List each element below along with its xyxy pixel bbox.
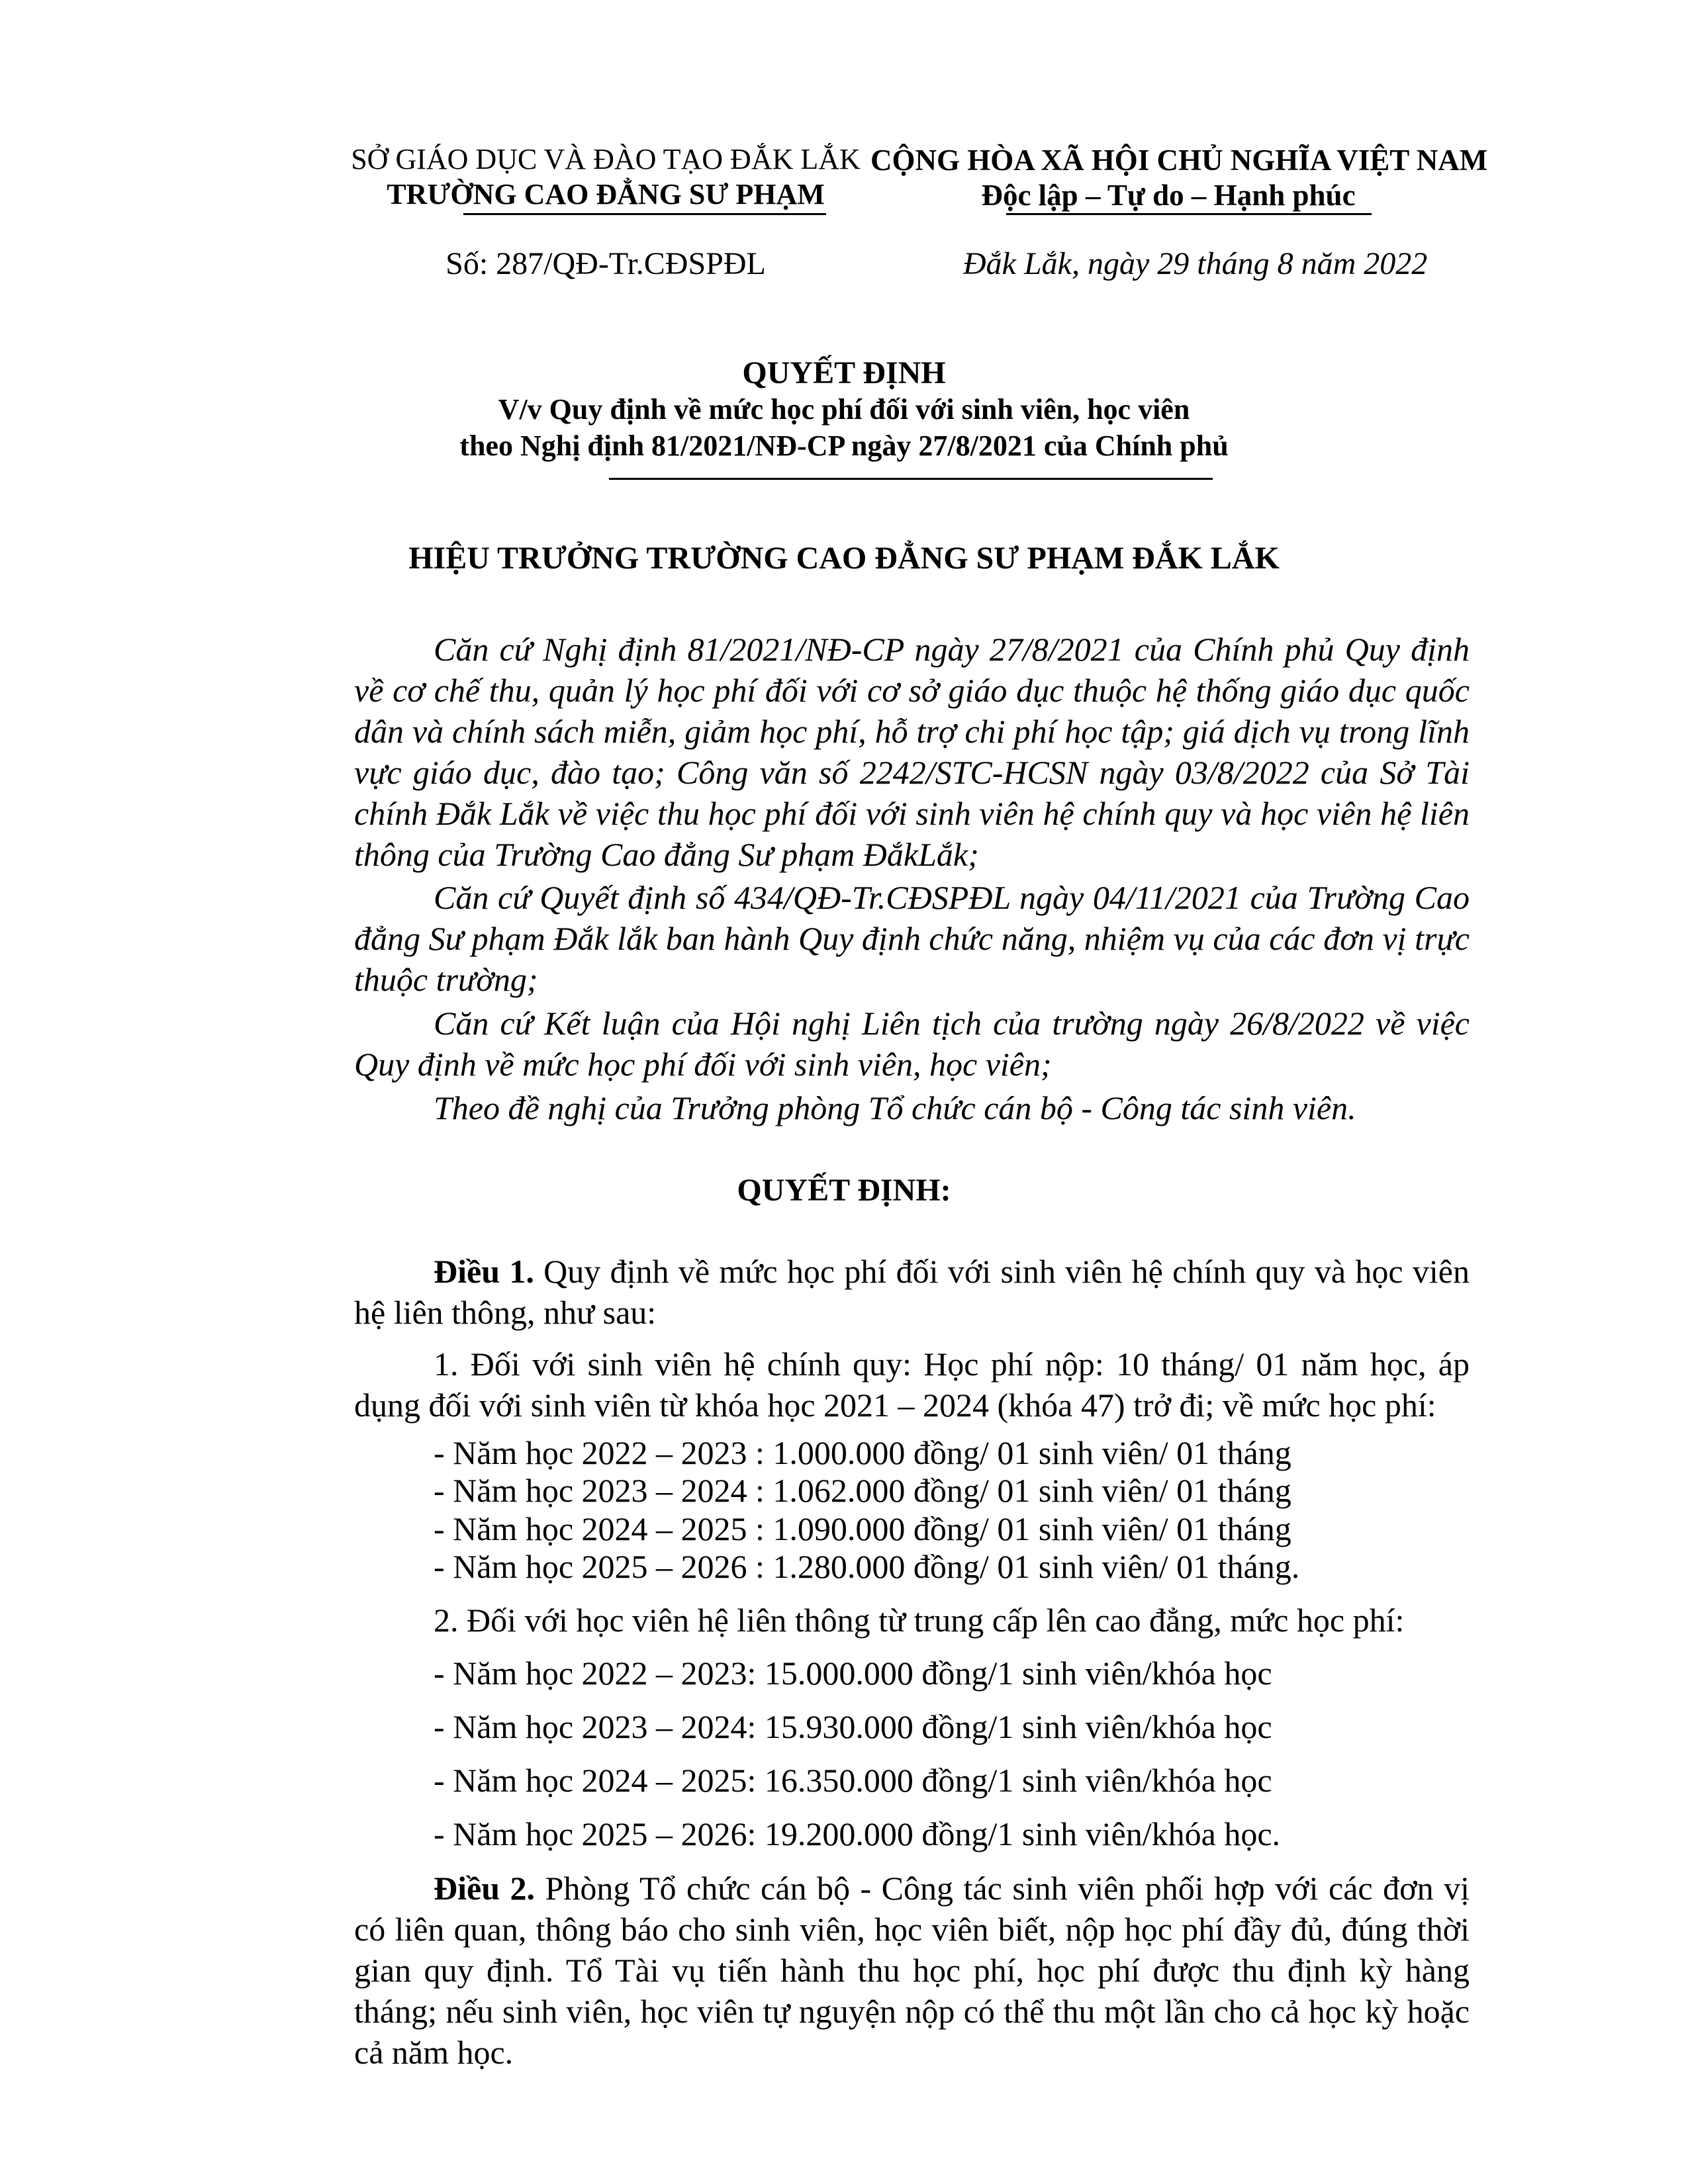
proposal-basis: Theo đề nghị của Trưởng phòng Tổ chức cán bộ - Công tác sinh viên.: [434, 1089, 1356, 1126]
regular-fee-rate: - Năm học 2022 – 2023 : 1.000.000 đồng/ 01 sinh viên/ 01 tháng: [434, 1434, 1291, 1471]
bridging-fee-rate: - Năm học 2024 – 2025: 16.350.000 đồng/1 sinh viên/khóa học: [434, 1762, 1272, 1799]
legal-basis-1: Căn cứ Nghị định 81/2021/NĐ-CP ngày 27/8/2021 của Chính phủ Quy định về cơ chế thu, quản lý học phí đối với cơ sở giáo dục thuộc hệ thống giáo dục quốc dân và chính sách miễn, giảm học phí, hỗ trợ chi phí học tập; giá dịch vụ trong lĩnh vực giáo dục, đào tạo; Công văn số 2242/STC-HCSN ngày 03/8/2022 của Sở Tài chính Đắk Lắk về việc thu học phí đối với sinh viên hệ chính quy và học viên hệ liên thông của Trường Cao đẳng Sư phạm ĐắkLắk;: [354, 631, 1470, 873]
article-1-text: Quy định về mức học phí đối với sinh viên hệ chính quy và học viên hệ liên thông, như sau:: [354, 1253, 1470, 1331]
regular-fee-rate: - Năm học 2023 – 2024 : 1.062.000 đồng/ 01 sinh viên/ 01 tháng: [434, 1472, 1291, 1509]
article-2: [354, 1868, 1470, 2073]
decision-heading: QUYẾT ĐỊNH:: [737, 1173, 951, 1208]
regular-fee-rate: - Năm học 2024 – 2025 : 1.090.000 đồng/ 01 sinh viên/ 01 tháng: [434, 1510, 1291, 1547]
place-and-date: Đắk Lắk, ngày 29 tháng 8 năm 2022: [963, 246, 1428, 281]
article-1-label: Điều 1.: [434, 1253, 534, 1290]
document-title: QUYẾT ĐỊNH: [742, 355, 946, 390]
nation-name: CỘNG HÒA XÃ HỘI CHỦ NGHĨA VIỆT NAM: [870, 144, 1488, 177]
legal-basis-3: Căn cứ Kết luận của Hội nghị Liên tịch của trường ngày 26/8/2022 về việc Quy định về mức học phí đối với sinh viên, học viên;: [354, 1005, 1470, 1083]
motto-underline: [1006, 213, 1372, 215]
agency-underline: [463, 213, 826, 215]
document-number: Số: 287/QĐ-Tr.CĐSPĐL: [445, 246, 766, 281]
issuing-authority: HIỆU TRƯỞNG TRƯỜNG CAO ĐẲNG SƯ PHẠM ĐẮK LẮK: [408, 541, 1280, 576]
subject-line-1: V/v Quy định về mức học phí đối với sinh viên, học viên: [498, 393, 1190, 426]
bridging-fee-rate: - Năm học 2025 – 2026: 19.200.000 đồng/1 sinh viên/khóa học.: [434, 1815, 1281, 1852]
article-2-label: Điều 2.: [434, 1870, 536, 1907]
article-1-item-1-intro: 1. Đối với sinh viên hệ chính quy: Học phí nộp: 10 tháng/ 01 năm học, áp dụng đối với sinh viên từ khóa học 2021 – 2024 (khóa 47) trở đi; về mức học phí:: [354, 1345, 1470, 1424]
agency-name: TRƯỜNG CAO ĐẲNG SƯ PHẠM: [387, 178, 825, 210]
bridging-fee-rate: - Năm học 2023 – 2024: 15.930.000 đồng/1 sinh viên/khóa học: [434, 1708, 1272, 1745]
bridging-fee-rate: - Năm học 2022 – 2023: 15.000.000 đồng/1 sinh viên/khóa học: [434, 1655, 1272, 1692]
article-1: [354, 1251, 1470, 1333]
article-2-text: Phòng Tổ chức cán bộ - Công tác sinh viên phối hợp với các đơn vị có liên quan, thông báo cho sinh viên, học viên biết, nộp học phí đầy đủ, đúng thời gian quy định. Tổ Tài vụ tiến hành thu học phí, học phí được thu định kỳ hàng tháng; nếu sinh viên, học viên tự nguyện nộp có thể thu một lần cho cả học kỳ hoặc cả năm học.: [354, 1870, 1470, 2071]
agency-parent: SỞ GIÁO DỤC VÀ ĐÀO TẠO ĐẮK LẮK: [351, 143, 861, 175]
legal-basis-2: Căn cứ Quyết định số 434/QĐ-Tr.CĐSPĐL ngày 04/11/2021 của Trường Cao đẳng Sư phạm Đắk lắk ban hành Quy định chức năng, nhiệm vụ của các đơn vị trực thuộc trường;: [354, 879, 1470, 998]
national-motto: Độc lập – Tự do – Hạnh phúc: [981, 179, 1356, 212]
subject-line-2: theo Nghị định 81/2021/NĐ-CP ngày 27/8/2021 của Chính phủ: [459, 430, 1229, 462]
title-divider: [609, 478, 1213, 480]
article-1-item-2-intro: 2. Đối với học viên hệ liên thông từ trung cấp lên cao đẳng, mức học phí:: [434, 1602, 1405, 1639]
regular-fee-rate: - Năm học 2025 – 2026 : 1.280.000 đồng/ 01 sinh viên/ 01 tháng.: [434, 1548, 1300, 1585]
